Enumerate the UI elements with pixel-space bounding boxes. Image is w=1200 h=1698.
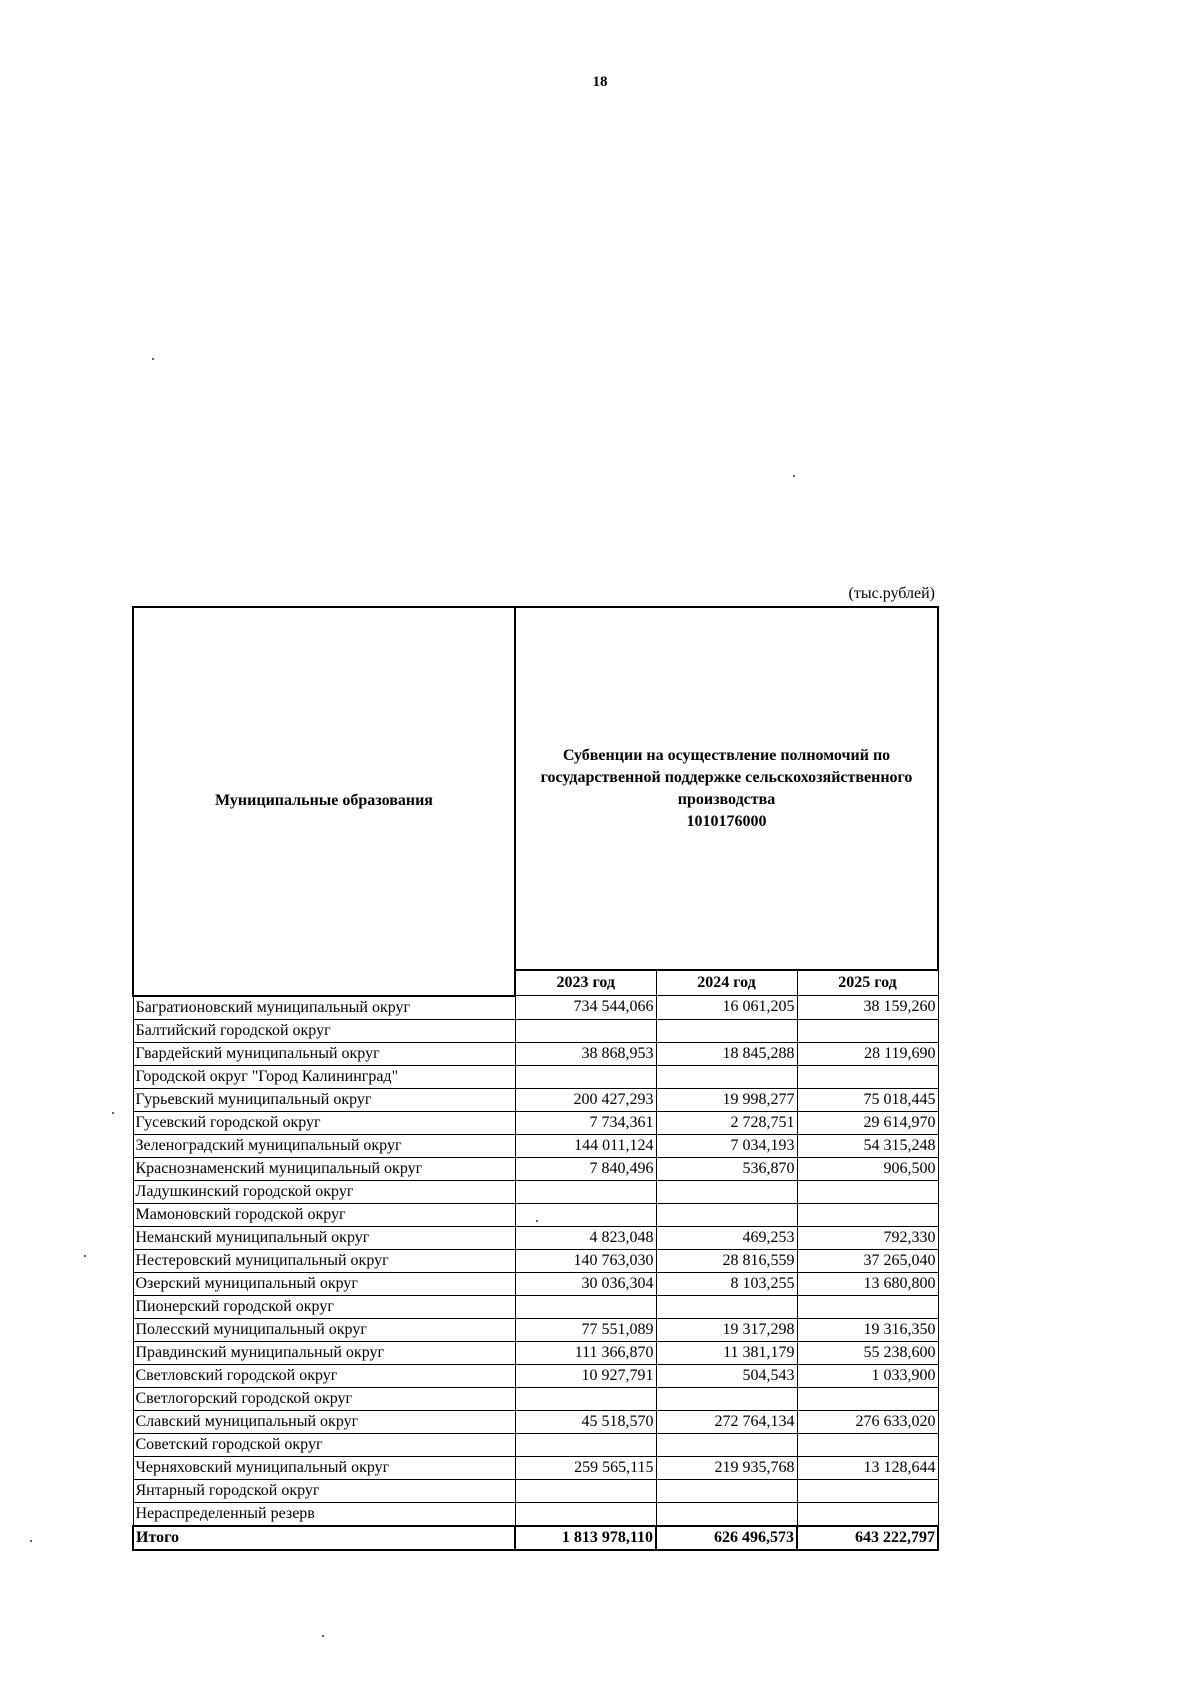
value-2024: [656, 1065, 797, 1088]
value-2024: 16 061,205: [656, 996, 797, 1020]
value-2025: 19 316,350: [797, 1318, 938, 1341]
year-header-2024: 2024 год: [656, 970, 797, 996]
municipality-name: Нераспределенный резерв: [133, 1502, 515, 1526]
table-row: [133, 1157, 938, 1180]
table-row: [133, 1341, 938, 1364]
value-2024: [656, 1180, 797, 1203]
value-2023: 144 011,124: [515, 1134, 656, 1157]
value-2024: 11 381,179: [656, 1341, 797, 1364]
municipality-name: Гвардейский муниципальный округ: [133, 1042, 515, 1065]
municipality-name: Полесский муниципальный округ: [133, 1318, 515, 1341]
table-row: [133, 1318, 938, 1341]
subvention-column-header: [515, 607, 938, 970]
value-2024: 272 764,134: [656, 1410, 797, 1433]
value-2023: [515, 1295, 656, 1318]
table-row: [133, 1479, 938, 1502]
municipality-name: Краснознаменский муниципальный округ: [133, 1157, 515, 1180]
value-2025: 906,500: [797, 1157, 938, 1180]
table-row: [133, 1410, 938, 1433]
value-2025: [797, 1065, 938, 1088]
year-header-2025: 2025 год: [797, 970, 938, 996]
value-2024: [656, 1479, 797, 1502]
value-2024: 7 034,193: [656, 1134, 797, 1157]
municipality-name: Правдинский муниципальный округ: [133, 1341, 515, 1364]
value-2025: 1 033,900: [797, 1364, 938, 1387]
value-2023: 30 036,304: [515, 1272, 656, 1295]
value-2023: [515, 1180, 656, 1203]
value-2025: 792,330: [797, 1226, 938, 1249]
municipality-name: Багратионовский муниципальный округ: [133, 996, 515, 1020]
value-2024: 19 317,298: [656, 1318, 797, 1341]
value-2024: [656, 1019, 797, 1042]
table-row: [133, 1456, 938, 1479]
value-2025: [797, 1433, 938, 1456]
value-2024: 28 816,559: [656, 1249, 797, 1272]
value-2023: 111 366,870: [515, 1341, 656, 1364]
scan-speck: [322, 1635, 324, 1637]
scan-speck: [152, 358, 154, 360]
value-2023: [515, 1203, 656, 1226]
table-row: [133, 1203, 938, 1226]
table-row: [133, 1019, 938, 1042]
value-2025: 28 119,690: [797, 1042, 938, 1065]
table-row: [133, 996, 938, 1020]
value-2023: 7 734,361: [515, 1111, 656, 1134]
municipality-name: Зеленоградский муниципальный округ: [133, 1134, 515, 1157]
value-2024: [656, 1203, 797, 1226]
municipality-name: Городской округ "Город Калининград": [133, 1065, 515, 1088]
value-2023: 10 927,791: [515, 1364, 656, 1387]
table-row: [133, 1364, 938, 1387]
table-row: [133, 1134, 938, 1157]
municipality-name: Нестеровский муниципальный округ: [133, 1249, 515, 1272]
municipality-name: Неманский муниципальный округ: [133, 1226, 515, 1249]
value-2024: [656, 1387, 797, 1410]
total-2023: 1 813 978,110: [515, 1526, 656, 1550]
table-body: [133, 996, 938, 1550]
scan-speck: [30, 1540, 32, 1542]
scan-speck: [112, 1112, 114, 1114]
value-2023: [515, 1065, 656, 1088]
subvention-code: 1010176000: [686, 812, 767, 830]
table-row: [133, 1065, 938, 1088]
value-2023: 77 551,089: [515, 1318, 656, 1341]
value-2024: 219 935,768: [656, 1456, 797, 1479]
value-2024: 536,870: [656, 1157, 797, 1180]
value-2023: 259 565,115: [515, 1456, 656, 1479]
table-row: [133, 1226, 938, 1249]
value-2023: 200 427,293: [515, 1088, 656, 1111]
municipality-name: Советский городской округ: [133, 1433, 515, 1456]
value-2023: 734 544,066: [515, 996, 656, 1020]
subvention-header-line: Субвенции на осуществление полномочий по: [562, 746, 891, 764]
table-row: [133, 1111, 938, 1134]
table-row: [133, 1088, 938, 1111]
value-2024: 19 998,277: [656, 1088, 797, 1111]
year-header-2023: 2023 год: [515, 970, 656, 996]
table-row: [133, 1295, 938, 1318]
table-row: [133, 1272, 938, 1295]
municipality-name: Гурьевский муниципальный округ: [133, 1088, 515, 1111]
value-2025: [797, 1502, 938, 1526]
value-2024: [656, 1502, 797, 1526]
total-2025: 643 222,797: [797, 1526, 938, 1550]
total-row: [133, 1526, 938, 1550]
value-2024: 8 103,255: [656, 1272, 797, 1295]
municipality-name: Балтийский городской округ: [133, 1019, 515, 1042]
total-label: Итого: [133, 1526, 515, 1550]
value-2023: 7 840,496: [515, 1157, 656, 1180]
subventions-table: [132, 606, 939, 1551]
value-2025: 54 315,248: [797, 1134, 938, 1157]
value-2025: [797, 1203, 938, 1226]
value-2024: [656, 1295, 797, 1318]
value-2023: [515, 1387, 656, 1410]
value-2024: 504,543: [656, 1364, 797, 1387]
table-row: [133, 1042, 938, 1065]
municipality-name: Озерский муниципальный округ: [133, 1272, 515, 1295]
value-2025: 29 614,970: [797, 1111, 938, 1134]
municipality-name: Пионерский городской округ: [133, 1295, 515, 1318]
value-2023: 38 868,953: [515, 1042, 656, 1065]
municipality-name: Светловский городской округ: [133, 1364, 515, 1387]
value-2023: [515, 1479, 656, 1502]
municipality-name: Мамоновский городской округ: [133, 1203, 515, 1226]
table-row: [133, 1180, 938, 1203]
units-label: (тыс.рублей): [848, 585, 935, 602]
value-2025: [797, 1387, 938, 1410]
table-header-row: [133, 607, 938, 970]
value-2023: 4 823,048: [515, 1226, 656, 1249]
value-2025: [797, 1479, 938, 1502]
value-2025: 75 018,445: [797, 1088, 938, 1111]
value-2025: 13 680,800: [797, 1272, 938, 1295]
value-2025: 55 238,600: [797, 1341, 938, 1364]
value-2025: 38 159,260: [797, 996, 938, 1020]
table-row: [133, 1387, 938, 1410]
subvention-header-line: производства: [677, 790, 776, 808]
subvention-header-line: государственной поддержке сельскохозяйственного: [540, 768, 913, 786]
value-2024: 18 845,288: [656, 1042, 797, 1065]
value-2024: [656, 1433, 797, 1456]
municipality-name: Янтарный городской округ: [133, 1479, 515, 1502]
municipality-name: Славский муниципальный округ: [133, 1410, 515, 1433]
municipality-name: Светлогорский городской округ: [133, 1387, 515, 1410]
scan-speck: [84, 1255, 86, 1257]
value-2023: [515, 1502, 656, 1526]
municipality-name: Черняховский муниципальный округ: [133, 1456, 515, 1479]
total-2024: 626 496,573: [656, 1526, 797, 1550]
value-2025: 13 128,644: [797, 1456, 938, 1479]
municipality-column-header: Муниципальные образования: [133, 607, 515, 996]
value-2023: 140 763,030: [515, 1249, 656, 1272]
page-number: 18: [592, 74, 608, 90]
value-2025: 37 265,040: [797, 1249, 938, 1272]
value-2025: [797, 1019, 938, 1042]
value-2023: 45 518,570: [515, 1410, 656, 1433]
table-row: [133, 1249, 938, 1272]
table-row: [133, 1502, 938, 1526]
scan-speck: [793, 475, 795, 477]
value-2025: [797, 1295, 938, 1318]
municipality-name: Ладушкинский городской округ: [133, 1180, 515, 1203]
table-row: [133, 1433, 938, 1456]
value-2024: 2 728,751: [656, 1111, 797, 1134]
value-2025: 276 633,020: [797, 1410, 938, 1433]
value-2023: [515, 1019, 656, 1042]
value-2024: 469,253: [656, 1226, 797, 1249]
value-2023: [515, 1433, 656, 1456]
value-2025: [797, 1180, 938, 1203]
municipality-name: Гусевский городской округ: [133, 1111, 515, 1134]
